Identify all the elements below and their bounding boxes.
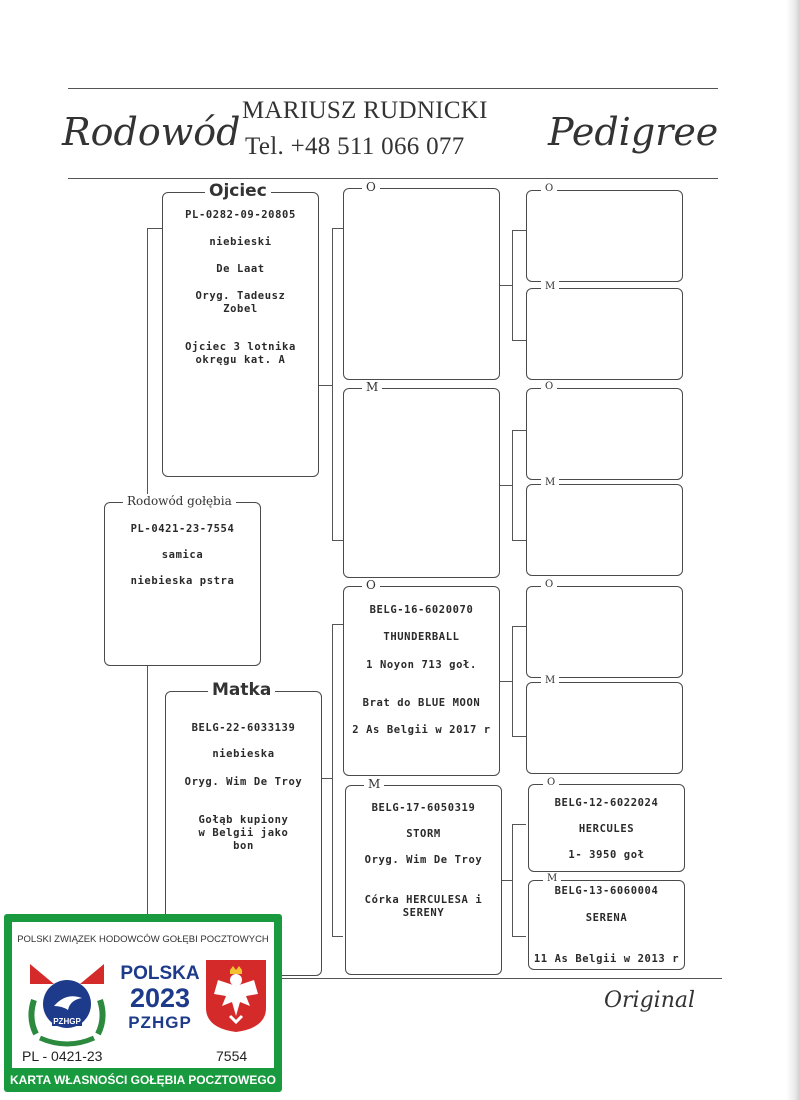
mother-color: niebieska [212,748,275,760]
grandmother-maternal-name: STORM [406,828,441,840]
polish-eagle-emblem-icon [204,958,268,1034]
connector-to-mf [332,624,343,625]
connector-to-father [147,228,163,229]
connector-mf-gg [512,626,513,736]
ggf-fmf-tag: O [541,381,557,392]
ggf-mmf-result: 1- 3950 goł [568,849,645,861]
ggf-mff-tag: O [541,579,557,590]
ggm-mmm-ring: BELG-13-6060004 [554,885,659,897]
header-left-script: Rodowód [62,110,241,154]
connector-ff-out [500,285,512,286]
ownership-card [4,914,282,1092]
ggm-fmm-tag: M [541,477,559,488]
grandfather-maternal-note1: Brat do BLUE MOON [362,697,481,709]
ggm-fmm-box [526,477,683,576]
grandmother-paternal-tag: M [362,380,382,394]
pzhgp-logo-icon [24,958,110,1048]
card-year: 2023 [129,983,191,1013]
connector-mother-grandparents [332,624,333,936]
ggm-mfm-tag: M [541,675,559,686]
father-origin: Oryg. Tadeusz Zobel [195,290,286,315]
grandfather-maternal-name: THUNDERBALL [383,631,460,643]
mother-note: Gołąb kupiony w Belgii jako bon [198,814,289,852]
card-ring-number: 7554 [216,1048,248,1064]
ggm-ffm-box [526,281,683,380]
grandfather-maternal-ring: BELG-16-6020070 [369,604,474,616]
mother-origin: Oryg. Wim De Troy [184,776,303,788]
header-top-rule [68,88,718,89]
ggf-mmf-box [528,777,685,872]
grandmother-paternal-box [343,380,500,578]
connector-fm-out [500,485,512,486]
footer-rule [282,978,722,979]
ggm-ffm-tag: M [541,281,559,292]
grandfather-paternal-tag: O [362,180,380,194]
original-stamp: Original [604,988,696,1013]
connector-fm-gg [512,430,513,540]
grandmother-maternal-note: Córka HERCULESA i SERENY [364,894,483,919]
grandmother-maternal-tag: M [364,777,384,791]
connector-to-mm [332,936,343,937]
connector-father-grandparents [332,228,333,540]
connector-mm-gg [512,824,513,936]
connector-to-mff [512,626,526,627]
father-title: Ojciec [205,181,271,201]
card-header: POLSKI ZWIĄZEK HODOWCÓW GOŁĘBI POCZTOWYCH [17,934,269,945]
logo-text: PZHGP [53,1017,81,1026]
card-org: PZHGP [128,1013,192,1032]
connector-ff-gg [512,230,513,340]
father-line: De Laat [216,263,265,275]
breeder-phone: Tel. +48 511 066 077 [245,133,465,160]
connector-mf-out [500,681,512,682]
ggf-mmf-name: HERCULES [578,823,635,835]
card-country: POLSKA [120,963,200,984]
grandfather-maternal-result: 1 Noyon 713 goł. [366,659,477,671]
ggm-mmm-name: SERENA [585,912,628,924]
connector-to-fmm [512,540,526,541]
subject-box [104,494,261,666]
connector-to-mfm [512,736,526,737]
ggm-mfm-box [526,675,683,774]
card-inner [12,922,274,1068]
father-ring: PL-0282-09-20805 [185,209,296,221]
grandmother-maternal-box [345,777,502,975]
mother-ring: BELG-22-6033139 [191,722,296,734]
connector-to-fmf [512,430,526,431]
card-polska-block [118,964,202,1031]
ggf-mmf-tag: O [543,777,559,788]
connector-to-ffm [512,340,526,341]
subject-ring: PL-0421-23-7554 [130,523,235,535]
ggf-fmf-box [526,381,683,480]
ggf-mff-box [526,579,683,678]
grandfather-maternal-box [343,578,500,776]
subject-sex: samica [161,549,204,561]
ggf-mmf-ring: BELG-12-6022024 [554,797,659,809]
card-footer: KARTA WŁASNOŚCI GOŁĘBIA POCZTOWEGO [10,1073,276,1087]
father-box [162,181,319,477]
connector-to-ff [332,228,343,229]
header-right-script: Pedigree [548,110,719,154]
scan-edge [786,0,800,1100]
connector-to-mmm [512,936,526,937]
card-ring-prefix: PL - 0421-23 [22,1048,103,1064]
grandmother-maternal-ring: BELG-17-6050319 [371,802,476,814]
connector-mother-out [321,778,332,779]
grandfather-paternal-box [343,180,500,380]
grandmother-maternal-origin: Oryg. Wim De Troy [364,854,483,866]
ggf-fff-tag: O [541,183,557,194]
grandfather-maternal-note2: 2 As Belgii w 2017 r [352,724,491,736]
subject-color: niebieska pstra [130,575,235,587]
connector-to-mmf [512,824,526,825]
grandfather-maternal-tag: O [362,578,380,592]
connector-to-fff [512,230,526,231]
mother-title: Matka [208,680,275,700]
ggm-mmm-box [528,873,685,970]
ggf-fff-box [526,183,683,282]
ggm-mmm-note: 11 As Belgii w 2013 r [533,953,680,965]
father-color: niebieski [209,236,272,248]
subject-title: Rodowód gołębia [123,494,236,508]
connector-father-out [319,385,332,386]
breeder-name: MARIUSZ RUDNICKI [242,97,488,124]
connector-to-fm [332,540,343,541]
ggm-mmm-tag: M [543,873,561,884]
father-note: Ojciec 3 lotnika okręgu kat. A [185,341,296,366]
header-bottom-rule [68,178,718,179]
